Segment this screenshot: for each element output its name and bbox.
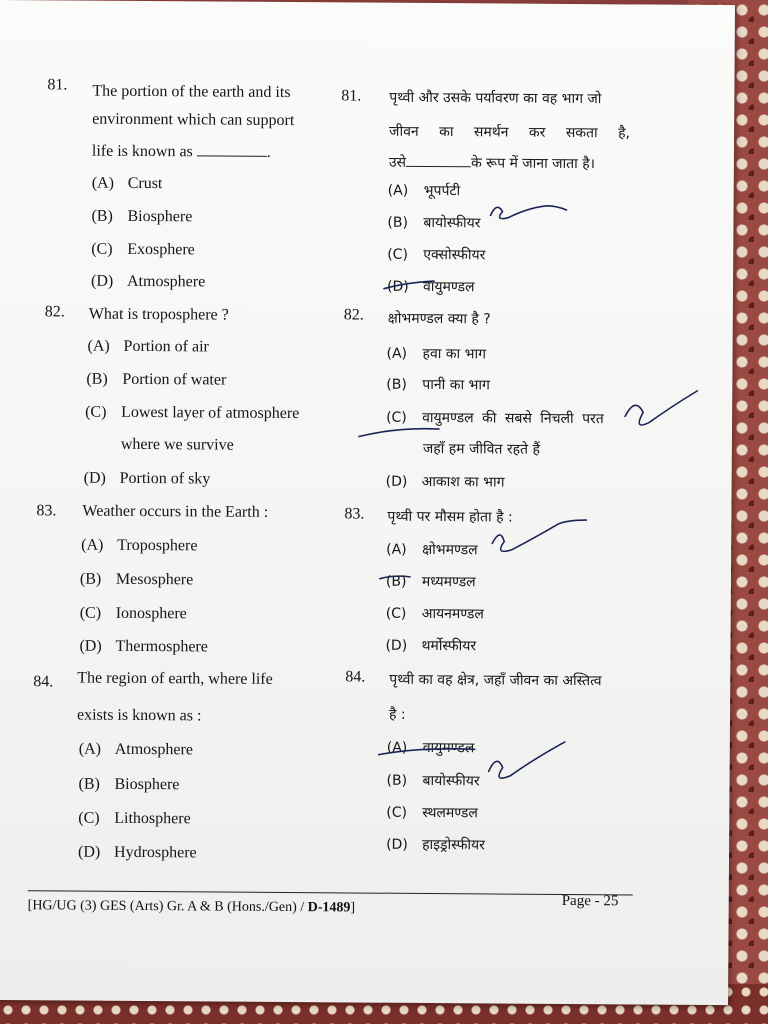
option-d: (D) आकाश का भाग [385,473,505,491]
tick-mark-icon [489,741,565,778]
question-text: The portion of the earth and its [92,82,291,102]
question-text: पृथ्वी पर मौसम होता है : [387,508,513,526]
question-text: पृथ्वी का वह क्षेत्र, जहाँ जीवन का अस्तित्व [389,671,602,690]
answer-blank [406,154,471,167]
option-c: (C) Lowest layer of atmosphere [85,403,300,423]
option-d: (D) हाइड्रोस्फीयर [386,836,485,854]
option-a: (A) Atmosphere [78,740,194,759]
option-a: (A) Troposphere [81,536,198,555]
question-text: पृथ्वी और उसके पर्यावरण का वह भाग जो [389,89,602,108]
option-c-continued: जहाँ हम जीवित रहते हैं [422,440,540,458]
option-c: (C) आयनमण्डल [385,605,484,623]
tick-mark-icon [625,390,697,425]
option-d: (D) वायुमण्डल [386,278,475,296]
question-number: 82. [343,306,364,324]
option-d: (D) Hydrosphere [77,843,197,862]
question-text: क्षोभमण्डल क्या है ? [387,310,491,328]
option-a: (A) क्षोभमण्डल [386,541,478,559]
option-a: (A) Crust [91,174,163,193]
option-b: (B) Biosphere [78,775,180,794]
english-column [0,0,330,862]
question-text: exists is known as : [76,706,202,725]
question-text: Weather occurs in the Earth : [82,502,269,521]
question-number: 81. [341,87,362,105]
question-text: The region of earth, where life [77,669,273,688]
question-number: 81. [47,76,68,94]
tick-mark-icon [490,205,566,219]
hindi-column [338,2,653,854]
option-b: (B) बायोस्फीयर [386,772,480,790]
option-b: (B) पानी का भाग [386,376,490,394]
question-number: 84. [33,673,54,691]
question-text: उसे के रूप में जाना जाता है। [388,154,596,173]
paper-code: [HG/UG (3) GES (Arts) Gr. A & B (Hons./Gen) / D-1489] [27,898,356,916]
question-text: जीवन का समर्थन कर सकता है, [389,123,631,142]
option-d: (D) Atmosphere [90,272,206,291]
option-c: (C) Exosphere [91,240,195,259]
option-c: (C) वायुमण्डल की सबसे निचली परत [386,409,604,428]
question-text: है : [388,706,406,723]
question-number: 82. [44,303,65,321]
question-number: 83. [344,505,365,523]
option-d: (D) Portion of sky [83,469,211,488]
question-number: 84. [345,668,366,686]
answer-blank [197,143,267,156]
question-number: 83. [36,502,57,520]
option-c: (C) एक्सोस्फीयर [387,246,486,264]
question-text: What is troposphere ? [88,305,229,324]
question-text: life is known as . [91,142,271,161]
option-c-continued: where we survive [120,435,234,454]
option-a: (A) Portion of air [87,337,209,356]
option-b: (B) बायोस्फीयर [387,214,481,232]
option-b: (B) Mesosphere [79,570,194,589]
underline-mark-icon [359,428,439,437]
page-number: Page - 25 [561,892,619,910]
option-b: (B) मध्यमण्डल [385,573,476,591]
option-c: (C) Lithosphere [78,809,191,828]
option-a: (A) भूपर्पटी [387,182,461,200]
option-b: (B) Biosphere [91,207,193,226]
option-c: (C) Ionosphere [79,604,187,623]
question-text: environment which can support [92,110,295,130]
option-a: (A) हवा का भाग [386,345,487,363]
option-d: (D) थर्मोस्फीयर [385,637,477,655]
option-b: (B) Portion of water [86,370,227,389]
footer-rule [28,890,633,895]
option-d: (D) Thermosphere [79,637,208,656]
option-c: (C) स्थलमण्डल [386,804,478,822]
option-a: (A) वायुमण्डल [386,739,475,757]
